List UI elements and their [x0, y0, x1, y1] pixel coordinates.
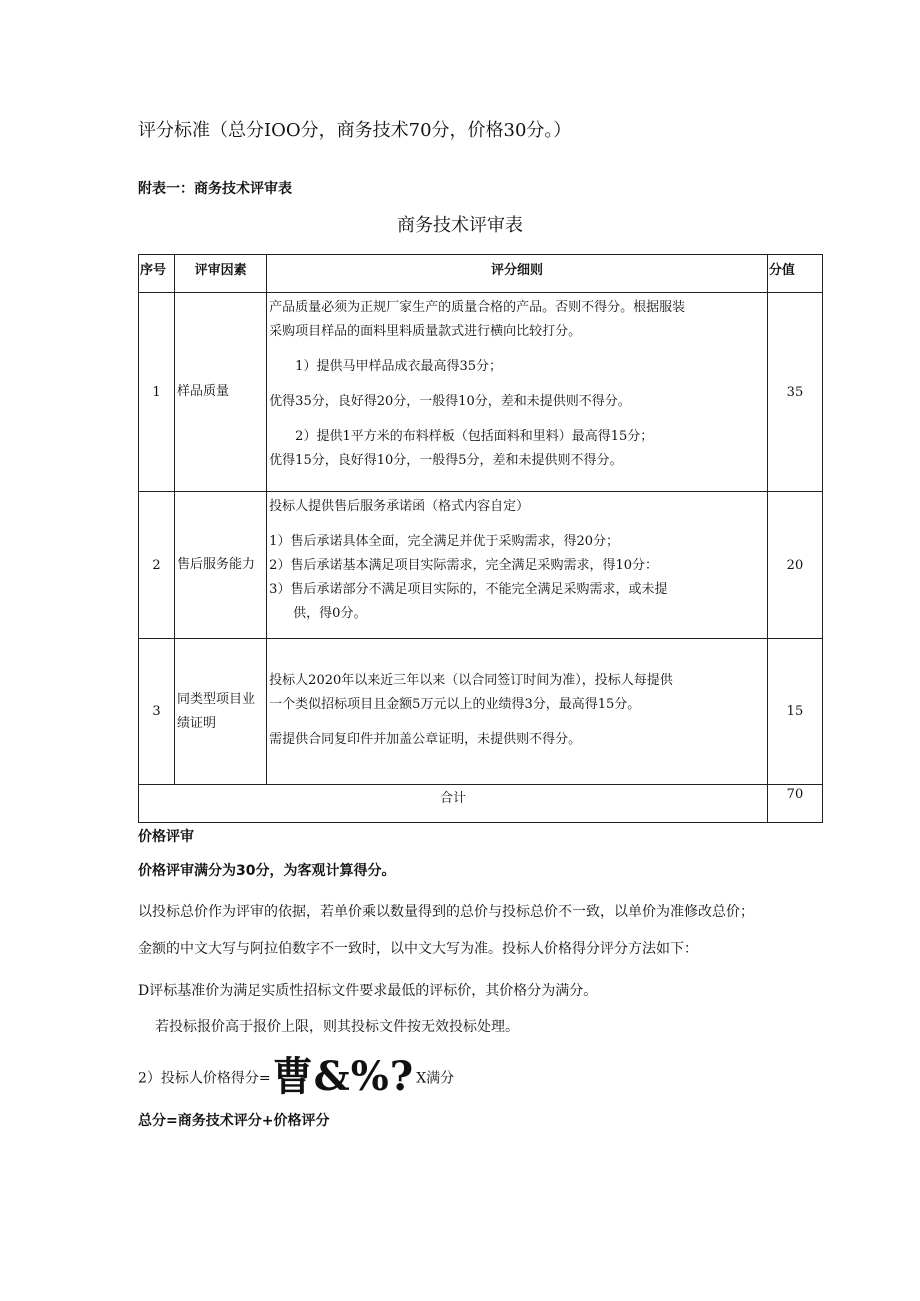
detail-line: 3）售后承诺部分不满足项目实际的，不能完全满足采购需求，或未提 [269, 582, 668, 597]
header-detail: 评分细则 [267, 255, 768, 293]
row-detail [267, 639, 768, 785]
business-technical-table [138, 254, 823, 823]
price-item-1: D评标基准价为满足实质性招标文件要求最低的评标价，其价格分为满分。 [138, 983, 598, 999]
row-detail [267, 492, 768, 639]
price-paragraph-2: 金额的中文大写与阿拉伯数字不一致时，以中文大写为准。投标人价格得分评分方法如下： [138, 941, 698, 957]
price-formula [138, 1050, 454, 1107]
detail-line: 2）提供1平方米的布料样板（包括面料和里料）最高得15分； [295, 429, 654, 444]
table-title: 商务技术评审表 [397, 215, 523, 236]
price-subtitle: 价格评审满分为30分，为客观计算得分。 [138, 863, 396, 879]
table-row [139, 293, 823, 492]
detail-line: 1）售后承诺具体全面，完全满足并优于采购需求，得20分； [269, 534, 619, 549]
row-no: 2 [139, 492, 175, 639]
header-score: 分值 [767, 255, 822, 293]
row-detail [267, 293, 768, 492]
formula-prefix: 2）投标人价格得分= [138, 1070, 271, 1087]
page-heading: 评分标准（总分IOO分，商务技术70分，价格30分。） [138, 120, 572, 141]
row-factor: 同类型项目业绩证明 [175, 639, 267, 785]
table-row [139, 639, 823, 785]
row-score: 15 [767, 639, 822, 785]
row-factor: 售后服务能力 [175, 492, 267, 639]
row-score: 35 [767, 293, 822, 492]
appendix-title: 附表一：商务技术评审表 [138, 181, 292, 197]
header-factor: 评审因素 [175, 255, 267, 293]
formula-suffix: X满分 [416, 1070, 455, 1087]
detail-line: 采购项目样品的面料里料质量款式进行横向比较打分。 [269, 324, 582, 339]
detail-line: 1）提供马甲样品成衣最高得35分； [295, 359, 502, 374]
table-total-row [139, 785, 823, 823]
detail-line: 投标人提供售后服务承诺函（格式内容自定） [269, 499, 530, 514]
detail-line: 优得15分，良好得10分，一般得5分，差和未提供则不得分。 [269, 453, 623, 468]
total-formula: 总分=商务技术评分+价格评分 [138, 1113, 330, 1129]
formula-garbled-text: 曹&%? [272, 1053, 415, 1100]
total-score: 70 [767, 785, 822, 823]
price-paragraph-1: 以投标总价作为评审的依据，若单价乘以数量得到的总价与投标总价不一致，以单价为准修改总价； [138, 904, 754, 920]
detail-line: 优得35分，良好得20分，一般得10分，差和未提供则不得分。 [269, 394, 631, 409]
detail-line: 一个类似招标项目且金额5万元以上的业绩得3分，最高得15分。 [269, 697, 641, 712]
header-no: 序号 [139, 255, 175, 293]
price-item-1b: 若投标报价高于报价上限，则其投标文件按无效投标处理。 [155, 1019, 519, 1035]
row-factor: 样品质量 [175, 293, 267, 492]
detail-line: 投标人2020年以来近三年以来（以合同签订时间为准），投标人每提供 [269, 673, 673, 688]
row-score: 20 [767, 492, 822, 639]
row-no: 3 [139, 639, 175, 785]
table-header-row [139, 255, 823, 293]
total-label: 合计 [139, 785, 768, 823]
price-section-title: 价格评审 [138, 829, 194, 845]
detail-line: 产品质量必须为正规厂家生产的质量合格的产品。否则不得分。根据服装 [269, 300, 686, 315]
detail-line: 2）售后承诺基本满足项目实际需求，完全满足采购需求，得10分： [269, 558, 658, 573]
table-row [139, 492, 823, 639]
detail-line: 供，得0分。 [293, 606, 367, 621]
row-no: 1 [139, 293, 175, 492]
detail-line: 需提供合同复印件并加盖公章证明，未提供则不得分。 [269, 732, 582, 747]
